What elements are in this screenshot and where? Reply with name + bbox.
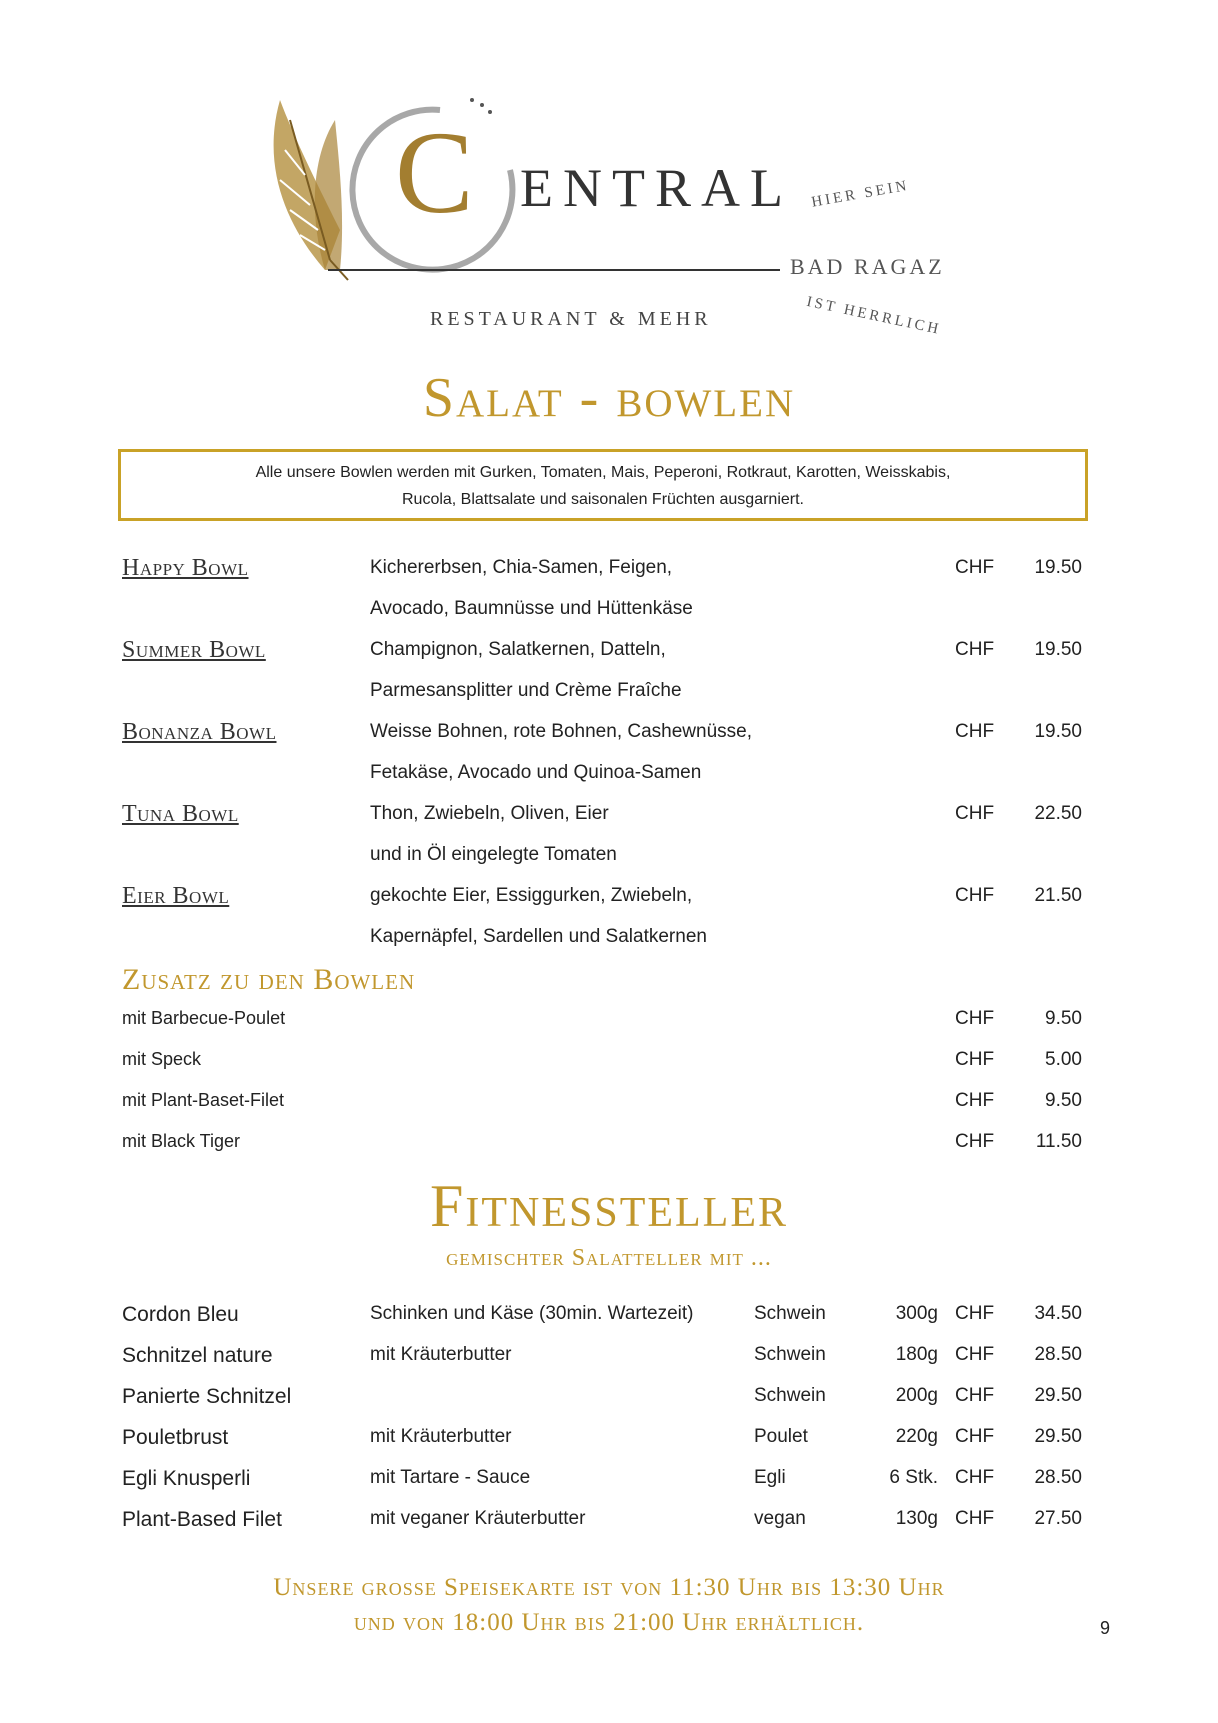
dish-weight: 200g [895, 1385, 938, 1406]
bowl-desc-row [0, 598, 1218, 628]
zusatz-title: Zusatz zu den Bowlen [122, 963, 416, 996]
bowl-desc-row [0, 844, 1218, 874]
bowl-desc-row [0, 762, 1218, 792]
price: 29.50 [1034, 1426, 1082, 1447]
logo-arc-top: HIER SEIN [810, 177, 911, 211]
currency: CHF [955, 1090, 995, 1111]
dish-desc: mit Tartare - Sauce [370, 1467, 531, 1488]
logo-big-letter: C [395, 107, 474, 238]
dish-name: Panierte Schnitzel [122, 1385, 292, 1408]
dish-desc: Schinken und Käse (30min. Wartezeit) [370, 1303, 694, 1324]
currency: CHF [955, 1008, 995, 1029]
dish-name: Plant-Based Filet [122, 1508, 282, 1531]
zusatz-row [0, 1049, 1218, 1079]
fitness-subtitle: gemischter Salatteller mit ... [446, 1245, 772, 1271]
zusatz-name: mit Barbecue-Poulet [122, 1008, 286, 1028]
price: 34.50 [1034, 1303, 1082, 1324]
bowl-desc: Champignon, Salatkernen, Datteln, [370, 639, 666, 660]
bowl-row [0, 803, 1218, 833]
currency: CHF [955, 1467, 995, 1488]
dish-meat: Egli [754, 1467, 786, 1488]
currency: CHF [955, 557, 995, 578]
currency: CHF [955, 885, 995, 906]
logo-arc-bottom: IST HERRLICH [805, 293, 943, 339]
bowl-desc: Kapernäpfel, Sardellen und Salatkernen [370, 926, 707, 947]
bowl-desc: Parmesansplitter und Crème Fraîche [370, 680, 682, 701]
bowl-desc: Fetakäse, Avocado und Quinoa-Samen [370, 762, 702, 783]
price: 9.50 [1045, 1090, 1082, 1111]
restaurant-logo [250, 80, 950, 350]
bowl-desc: Kichererbsen, Chia-Samen, Feigen, [370, 557, 673, 578]
price: 21.50 [1034, 885, 1082, 906]
bowl-desc: Avocado, Baumnüsse und Hüttenkäse [370, 598, 693, 619]
price: 28.50 [1034, 1467, 1082, 1488]
zusatz-name: mit Speck [122, 1049, 202, 1069]
logo-subtitle: RESTAURANT & MEHR [430, 308, 712, 330]
logo-location: BAD RAGAZ [790, 254, 945, 279]
price: 19.50 [1034, 721, 1082, 742]
notice-line-1: Alle unsere Bowlen werden mit Gurken, Tomaten, Mais, Peperoni, Rotkraut, Karotten, Weisskabis, [255, 464, 951, 481]
currency: CHF [955, 1303, 995, 1324]
dish-weight: 300g [895, 1303, 938, 1324]
bowl-desc: Thon, Zwiebeln, Oliven, Eier [370, 803, 609, 824]
bowl-name: Happy Bowl [122, 555, 249, 581]
logo-name: ENTRAL [520, 158, 793, 218]
opening-hours-line-1: Unsere grosse Speisekarte ist von 11:30 Uhr bis 13:30 Uhr [273, 1574, 945, 1601]
zusatz-name: mit Black Tiger [122, 1131, 241, 1151]
dish-meat: vegan [754, 1508, 806, 1529]
price: 28.50 [1034, 1344, 1082, 1365]
dish-meat: Schwein [754, 1344, 826, 1365]
notice-line-2: Rucola, Blattsalate und saisonalen Früchten ausgarniert. [401, 491, 804, 508]
dish-meat: Schwein [754, 1303, 826, 1324]
currency: CHF [955, 1426, 995, 1447]
bowl-row [0, 639, 1218, 669]
opening-hours-note [0, 1570, 1218, 1640]
price: 29.50 [1034, 1385, 1082, 1406]
price: 19.50 [1034, 557, 1082, 578]
dish-weight: 220g [895, 1426, 938, 1447]
price: 27.50 [1034, 1508, 1082, 1529]
dish-weight: 6 Stk. [889, 1467, 938, 1488]
fitness-row [0, 1385, 1218, 1415]
notice-box [118, 449, 1088, 521]
bowl-name: Bonanza Bowl [122, 719, 277, 745]
price: 19.50 [1034, 639, 1082, 660]
dish-name: Egli Knusperli [122, 1467, 251, 1490]
currency: CHF [955, 1385, 995, 1406]
bowl-name: Eier Bowl [122, 883, 230, 909]
price: 9.50 [1045, 1008, 1082, 1029]
zusatz-row [0, 1131, 1218, 1161]
salat-title: Salat - bowlen [422, 367, 796, 429]
feather-icon [274, 100, 348, 280]
currency: CHF [955, 1049, 995, 1070]
dish-name: Cordon Bleu [122, 1303, 239, 1326]
bowl-desc: und in Öl eingelegte Tomaten [370, 844, 617, 865]
dish-desc: mit Kräuterbutter [370, 1426, 512, 1447]
fitness-title: Fitnessteller [429, 1173, 788, 1239]
currency: CHF [955, 803, 995, 824]
opening-hours-line-2: und von 18:00 Uhr bis 21:00 Uhr erhältlich. [353, 1609, 865, 1636]
currency: CHF [955, 639, 995, 660]
zusatz-row [0, 1008, 1218, 1038]
fitness-row [0, 1426, 1218, 1456]
dish-desc: mit Kräuterbutter [370, 1344, 512, 1365]
fitness-row [0, 1303, 1218, 1333]
dish-weight: 180g [895, 1344, 938, 1365]
bowl-name: Summer Bowl [122, 637, 266, 663]
dish-meat: Schwein [754, 1385, 826, 1406]
dish-weight: 130g [895, 1508, 938, 1529]
bowl-name: Tuna Bowl [122, 801, 239, 827]
dish-meat: Poulet [754, 1426, 808, 1447]
bowl-desc: gekochte Eier, Essiggurken, Zwiebeln, [370, 885, 693, 906]
price: 11.50 [1035, 1131, 1082, 1152]
dish-name: Pouletbrust [122, 1426, 229, 1449]
zusatz-row [0, 1090, 1218, 1120]
bowl-row [0, 885, 1218, 915]
currency: CHF [955, 1131, 995, 1152]
fitness-row [0, 1467, 1218, 1497]
currency: CHF [955, 1344, 995, 1365]
fitness-row [0, 1508, 1218, 1538]
price: 5.00 [1045, 1049, 1082, 1070]
dish-desc: mit veganer Kräuterbutter [370, 1508, 586, 1529]
bowl-desc: Weisse Bohnen, rote Bohnen, Cashewnüsse, [370, 721, 752, 742]
price: 22.50 [1034, 803, 1082, 824]
bowl-desc-row [0, 926, 1218, 956]
dish-name: Schnitzel nature [122, 1344, 273, 1367]
currency: CHF [955, 721, 995, 742]
page-number: 9 [1100, 1618, 1111, 1638]
zusatz-name: mit Plant-Baset-Filet [122, 1090, 285, 1110]
bowl-row [0, 557, 1218, 587]
bowl-row [0, 721, 1218, 751]
currency: CHF [955, 1508, 995, 1529]
bowl-desc-row [0, 680, 1218, 710]
fitness-row [0, 1344, 1218, 1374]
